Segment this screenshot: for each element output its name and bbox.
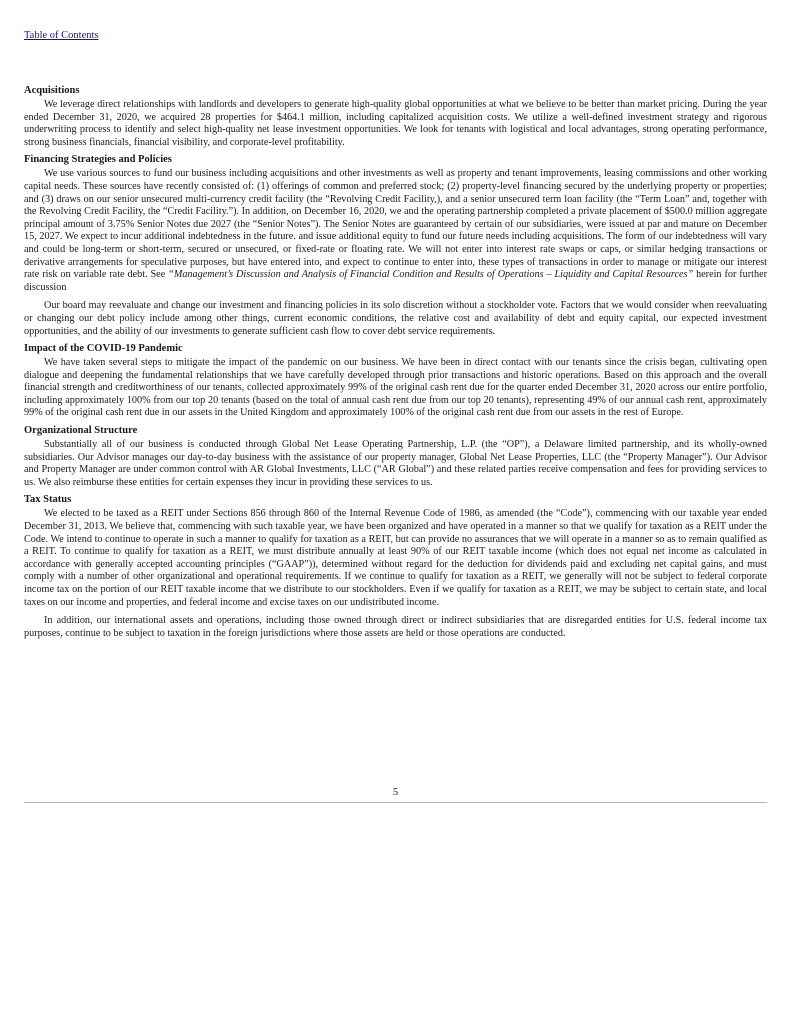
page-number: 5 — [392, 787, 399, 798]
table-of-contents-link[interactable]: Table of Contents — [24, 30, 99, 41]
section-financing — [24, 153, 767, 338]
financing-text-a: We use various sources to fund our business including acquisitions and other investments as well as property and tenant improvements, leasing commissions and other working capital needs. These sources have recently consisted of: (1) offerings of common and preferred stock; (2) property-level financing secured by the underlying property or properties; and (3) draws on our senior unsecured multi-currency credit facility (the “Revolving Credit Facility,), and a senior unsecured term loan facility (the “Term Loan” and, together with the Revolving Credit Facility, the “Credit Facility.”). In addition, on December 16, 2020, we and the operating partnership completed a private placement of $500.0 million aggregate principal amount of 3.75% Senior Notes due 2027 (the “Senior Notes”). The Senior Notes are guaranteed by certain of our subsidiaries, were issued at par and mature on December 15, 2027. We expect to incur additional indebtedness in the future. and issue additional equity to fund our future needs including acquisitions. The form of our indebtedness will vary and could be long-term or short-term, secured or unsecured, or fixed-rate or floating rate. We will not enter into interest rate swaps or caps, or similar hedging transactions or derivative arrangements for speculative purposes, but have entered into, and expect to continue to enter into, these types of transactions in order to manage or mitigate our interest rate risk on variable rate debt. See — [24, 168, 767, 281]
section-covid — [24, 342, 767, 420]
paragraph-tax-status-1: We elected to be taxed as a REIT under Sections 856 through 860 of the Internal Revenue Code of 1986, as amended (the “Code”), commencing with our taxable year ended December 31, 2013. We believe that, commencing with such taxable year, we have been organized and have operated in a manner so that we qualify for taxation as a REIT under the Code. We intend to continue to operate in such a manner to qualify for taxation as a REIT, but can provide no assurances that we will operate in a manner so as to remain qualified as a REIT. To continue to qualify for taxation as a REIT, we must distribute annually at least 90% of our REIT taxable income (which does not equal net income as calculated in accordance with generally accepted accounting principles (“GAAP”)), determined without regard for the deduction for dividends paid and excluding net capital gains, and must comply with a number of other organizational and operational requirements. If we continue to qualify for taxation as a REIT, we generally will not be subject to federal corporate income tax on the portion of our REIT taxable income that we distribute to our stockholders. Even if we qualify for taxation as a REIT, we may be subject to certain state, and local taxes on our income and properties, and federal income and excise taxes on our undistributed income. — [24, 508, 767, 608]
financing-mdna-reference: “Management’s Discussion and Analysis of Financial Condition and Results of Operations – Liquidity and Capital Resources” — [168, 269, 694, 281]
heading-financing: Financing Strategies and Policies — [24, 154, 172, 166]
section-acquisitions — [24, 84, 767, 149]
page-body — [24, 84, 767, 644]
section-tax-status — [24, 493, 767, 640]
section-organizational-structure — [24, 424, 767, 489]
footer-divider — [24, 802, 767, 803]
paragraph-tax-status-2: In addition, our international assets and operations, including those owned through direct or indirect subsidiaries that are disregarded entities for U.S. federal income tax purposes, continue to be subject to taxation in the foreign jurisdictions where those assets are held or those operations are conducted. — [24, 615, 767, 639]
paragraph-organizational-structure: Substantially all of our business is conducted through Global Net Lease Operating Partnership, L.P. (the “OP”), a Delaware limited partnership, and its wholly-owned subsidiaries. Our Advisor manages our day-to-day business with the assistance of our property manager, Global Net Lease Properties, LLC (the “Property Manager”). Our Advisor and Property Manager are under common control with AR Global Investments, LLC (“AR Global”) and these related parties receive compensation and fees for providing services to us. We also reimburse these entities for certain expenses they incur in providing these services to us. — [24, 439, 767, 488]
heading-organizational-structure: Organizational Structure — [24, 425, 138, 437]
paragraph-acquisitions: We leverage direct relationships with landlords and developers to generate high-quality global opportunities at what we believe to be better than market pricing. During the year ended December 31, 2020, we acquired 28 properties for $464.1 million, including capitalized acquisition costs. We utilize a well-defined investment strategy and rigorous underwriting process to identify and select high-quality net lease investment opportunities. We look for tenants with logistical and local advantages, strong operating performance, strong business financials, financial visibility, and corporate-level profitability. — [24, 99, 767, 148]
paragraph-covid: We have taken several steps to mitigate the impact of the pandemic on our business. We have been in direct contact with our tenants since the crisis began, cultivating open dialogue and deepening the fundamental relationships that we have carefully developed through prior transactions and historic operations. Based on this approach and the overall financial strength and creditworthiness of our tenants, collected approximately 99% of the original cash rent due for the quarter ended December 31, 2020 across our entire portfolio, including approximately 100% from our top 20 tenants (based on the total of annual cash rent due from our top 20 tenants), representing 49% of our annual cash rent, approximately 99% of the original cash rent due in our assets in the United Kingdom and approximately 100% of the original cash rent due from our assets in the rest of Europe. — [24, 357, 767, 419]
financing-text-b: herein for further discussion — [24, 269, 767, 293]
paragraph-financing-1 — [24, 168, 767, 294]
paragraph-financing-2: Our board may reevaluate and change our investment and financing policies in its solo discretion without a stockholder vote. Factors that we would consider when reevaluating or changing our debt policy include among other things, current economic conditions, the relative cost and availability of debt and equity capital, our expected investment opportunities, and the ability of our investments to generate sufficient cash flow to cover debt service requirements. — [24, 300, 767, 337]
heading-covid: Impact of the COVID-19 Pandemic — [24, 343, 183, 355]
heading-acquisitions: Acquisitions — [24, 85, 80, 96]
heading-tax-status: Tax Status — [24, 494, 72, 506]
